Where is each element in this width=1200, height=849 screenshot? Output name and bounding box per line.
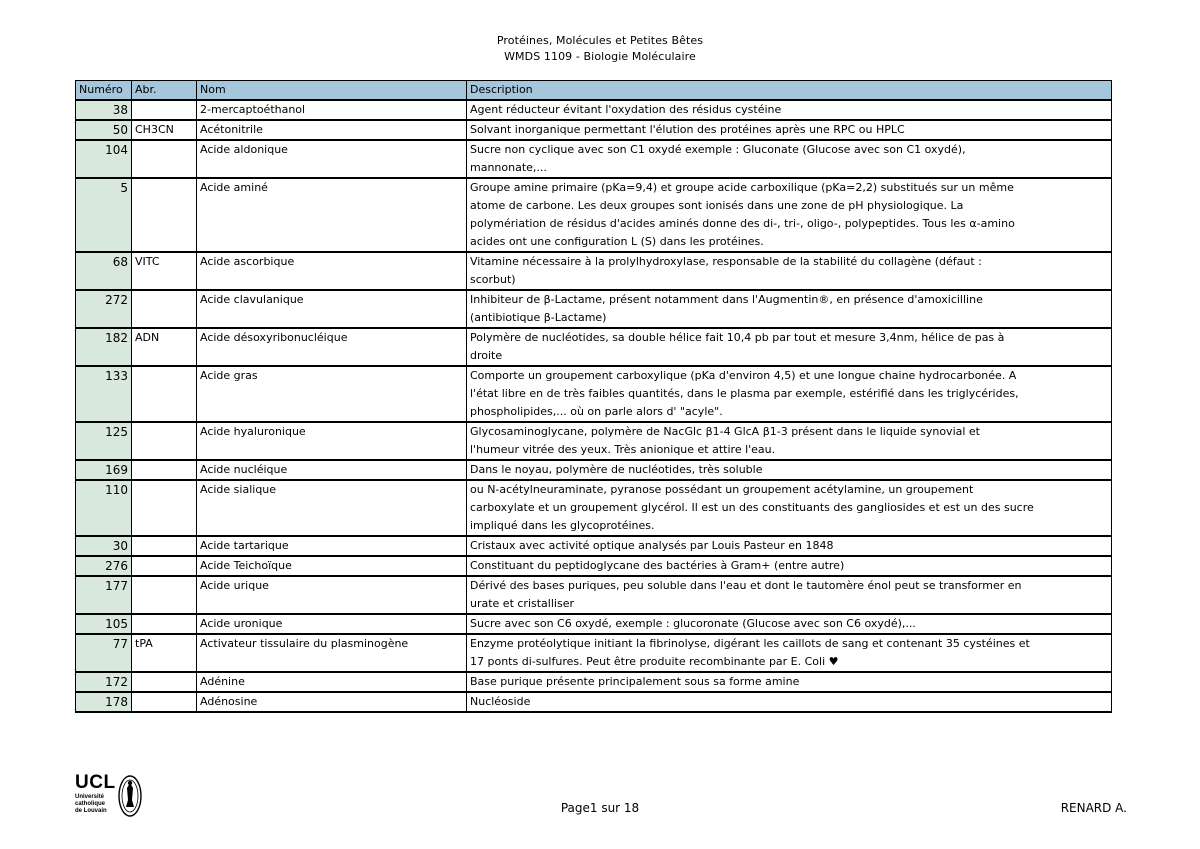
- description-line: Enzyme protéolytique initiant la fibrinolyse, digérant les caillots de sang et contenant 35 cystéines et: [470, 637, 1030, 650]
- table-row: [76, 672, 1112, 692]
- document-subtitle: WMDS 1109 - Biologie Moléculaire: [504, 50, 696, 63]
- cell-description: [467, 290, 1112, 328]
- description-line: Agent réducteur évitant l'oxydation des résidus cystéine: [470, 103, 782, 116]
- cell-number: 272: [76, 290, 132, 328]
- cell-number: 178: [76, 692, 132, 712]
- cell-description: [467, 422, 1112, 460]
- description-line: Vitamine nécessaire à la prolylhydroxylase, responsable de la stabilité du collagène (défaut :: [470, 255, 982, 268]
- cell-name: Acide uronique: [197, 614, 467, 634]
- cell-description: [467, 366, 1112, 422]
- description-line: (antibiotique β-Lactame): [470, 311, 607, 324]
- table-row: [76, 422, 1112, 460]
- cell-name: Acide Teichoïque: [197, 556, 467, 576]
- description-line: urate et cristalliser: [470, 597, 574, 610]
- column-header-number: Numéro: [76, 81, 132, 101]
- cell-name: Acide clavulanique: [197, 290, 467, 328]
- description-line: Sucre avec son C6 oxydé, exemple : glucoronate (Glucose avec son C6 oxydé),...: [470, 617, 916, 630]
- cell-abbreviation: [132, 140, 197, 178]
- cell-number: 182: [76, 328, 132, 366]
- description-line: polymériation de résidus d'acides aminés donne des di-, tri-, oligo-, polypeptides. Tous les α-amino: [470, 217, 1015, 230]
- table-row: [76, 480, 1112, 536]
- cell-abbreviation: [132, 692, 197, 712]
- table-row: [76, 536, 1112, 556]
- table-row: [76, 692, 1112, 712]
- cell-abbreviation: [132, 480, 197, 536]
- description-line: atome de carbone. Les deux groupes sont ionisés dans une zone de pH physiologique. La: [470, 199, 964, 212]
- cell-abbreviation: tPA: [132, 634, 197, 672]
- cell-name: Activateur tissulaire du plasminogène: [197, 634, 467, 672]
- cell-description: [467, 140, 1112, 178]
- cell-name: Acide aldonique: [197, 140, 467, 178]
- cell-name: Adénine: [197, 672, 467, 692]
- cell-number: 172: [76, 672, 132, 692]
- cell-number: 133: [76, 366, 132, 422]
- cell-abbreviation: CH3CN: [132, 120, 197, 140]
- cell-name: Acétonitrile: [197, 120, 467, 140]
- cell-number: 125: [76, 422, 132, 460]
- table-row: [76, 576, 1112, 614]
- cell-description: [467, 120, 1112, 140]
- table-row: [76, 328, 1112, 366]
- document-title: Protéines, Molécules et Petites Bêtes: [496, 34, 704, 47]
- cell-description: [467, 672, 1112, 692]
- table-row: [76, 178, 1112, 252]
- cell-number: 104: [76, 140, 132, 178]
- description-line: Dérivé des bases puriques, peu soluble dans l'eau et dont le tautomère énol peut se transformer en: [470, 579, 1022, 592]
- description-line: 17 ponts di-sulfures. Peut être produite recombinante par E. Coli ♥: [470, 655, 839, 668]
- column-header-abbreviation: Abr.: [132, 81, 197, 101]
- cell-abbreviation: [132, 366, 197, 422]
- cell-description: [467, 252, 1112, 290]
- cell-number: 68: [76, 252, 132, 290]
- description-line: Nucléoside: [470, 695, 531, 708]
- column-header-description: Description: [467, 81, 1112, 101]
- cell-description: [467, 178, 1112, 252]
- cell-description: [467, 634, 1112, 672]
- table-row: [76, 460, 1112, 480]
- table-row: [76, 140, 1112, 178]
- cell-number: 38: [76, 100, 132, 120]
- cell-description: [467, 480, 1112, 536]
- cell-number: 169: [76, 460, 132, 480]
- table-row: [76, 366, 1112, 422]
- cell-description: [467, 576, 1112, 614]
- cell-abbreviation: [132, 100, 197, 120]
- cell-abbreviation: [132, 178, 197, 252]
- description-line: l'état libre en de très faibles quantités, dans le plasma par exemple, estérifié dans les triglycérides,: [470, 387, 1019, 400]
- description-line: impliqué dans les glycoprotéines.: [470, 519, 655, 532]
- description-line: mannonate,...: [470, 161, 547, 174]
- table-header-row: [76, 81, 1112, 101]
- cell-number: 276: [76, 556, 132, 576]
- cell-description: [467, 536, 1112, 556]
- cell-number: 105: [76, 614, 132, 634]
- cell-name: Acide tartarique: [197, 536, 467, 556]
- cell-name: Acide urique: [197, 576, 467, 614]
- cell-abbreviation: [132, 290, 197, 328]
- ucl-logo-subtitle: Université catholique de Louvain: [75, 794, 107, 814]
- document-header: [0, 33, 1200, 65]
- cell-number: 77: [76, 634, 132, 672]
- description-line: Constituant du peptidoglycane des bactéries à Gram+ (entre autre): [470, 559, 845, 572]
- cell-abbreviation: [132, 576, 197, 614]
- cell-abbreviation: VITC: [132, 252, 197, 290]
- cell-description: [467, 614, 1112, 634]
- description-line: Cristaux avec activité optique analysés par Louis Pasteur en 1848: [470, 539, 834, 552]
- description-line: scorbut): [470, 273, 516, 286]
- table-row: [76, 634, 1112, 672]
- cell-name: Acide aminé: [197, 178, 467, 252]
- cell-abbreviation: [132, 556, 197, 576]
- cell-name: Acide gras: [197, 366, 467, 422]
- column-header-name: Nom: [197, 81, 467, 101]
- cell-number: 50: [76, 120, 132, 140]
- cell-name: Acide nucléique: [197, 460, 467, 480]
- table-row: [76, 100, 1112, 120]
- description-line: ou N-acétylneuraminate, pyranose possédant un groupement acétylamine, un groupement: [470, 483, 974, 496]
- glossary-table: [75, 80, 1112, 713]
- cell-abbreviation: [132, 460, 197, 480]
- cell-name: 2-mercaptoéthanol: [197, 100, 467, 120]
- ucl-logo-text: UCL: [75, 772, 116, 793]
- description-line: carboxylate et un groupement glycérol. Il est un des constituants des gangliosides et est un des sucre: [470, 501, 1034, 514]
- description-line: Groupe amine primaire (pKa=9,4) et groupe acide carboxilique (pKa=2,2) substitués sur un même: [470, 181, 1014, 194]
- cell-description: [467, 692, 1112, 712]
- table-row: [76, 556, 1112, 576]
- cell-description: [467, 460, 1112, 480]
- description-line: Glycosaminoglycane, polymère de NacGlc β1-4 GlcA β1-3 présent dans le liquide synovial et: [470, 425, 980, 438]
- cell-abbreviation: [132, 614, 197, 634]
- cell-description: [467, 556, 1112, 576]
- cell-number: 177: [76, 576, 132, 614]
- cell-abbreviation: [132, 536, 197, 556]
- description-line: Dans le noyau, polymère de nucléotides, très soluble: [470, 463, 763, 476]
- cell-abbreviation: [132, 422, 197, 460]
- cell-name: Acide sialique: [197, 480, 467, 536]
- cell-description: [467, 328, 1112, 366]
- cell-abbreviation: [132, 672, 197, 692]
- cell-name: Acide hyaluronique: [197, 422, 467, 460]
- cell-number: 5: [76, 178, 132, 252]
- author-name: RENARD A.: [1060, 801, 1127, 815]
- table-row: [76, 614, 1112, 634]
- cell-description: [467, 100, 1112, 120]
- description-line: l'humeur vitrée des yeux. Très anionique et attire l'eau.: [470, 443, 776, 456]
- description-line: Inhibiteur de β-Lactame, présent notamment dans l'Augmentin®, en présence d'amoxicilline: [470, 293, 983, 306]
- table-row: [76, 290, 1112, 328]
- description-line: Sucre non cyclique avec son C1 oxydé exemple : Gluconate (Glucose avec son C1 oxydé),: [470, 143, 966, 156]
- table-body: [76, 100, 1112, 712]
- page-number: Page1 sur 18: [560, 801, 640, 815]
- cell-number: 30: [76, 536, 132, 556]
- cell-name: Adénosine: [197, 692, 467, 712]
- table-row: [76, 120, 1112, 140]
- description-line: phospholipides,... où on parle alors d' "acyle".: [470, 405, 723, 418]
- cell-number: 110: [76, 480, 132, 536]
- cell-abbreviation: ADN: [132, 328, 197, 366]
- description-line: Polymère de nucléotides, sa double hélice fait 10,4 pb par tout et mesure 3,4nm, hélice de pas à: [470, 331, 1005, 344]
- description-line: Solvant inorganique permettant l'élution des protéines après une RPC ou HPLC: [470, 123, 905, 136]
- description-line: acides ont une configuration L (S) dans les protéines.: [470, 235, 764, 248]
- cell-name: Acide désoxyribonucléique: [197, 328, 467, 366]
- description-line: Comporte un groupement carboxylique (pKa d'environ 4,5) et une longue chaine hydrocarbonée. A: [470, 369, 1017, 382]
- description-line: Base purique présente principalement sous sa forme amine: [470, 675, 800, 688]
- cell-name: Acide ascorbique: [197, 252, 467, 290]
- description-line: droite: [470, 349, 503, 362]
- table-row: [76, 252, 1112, 290]
